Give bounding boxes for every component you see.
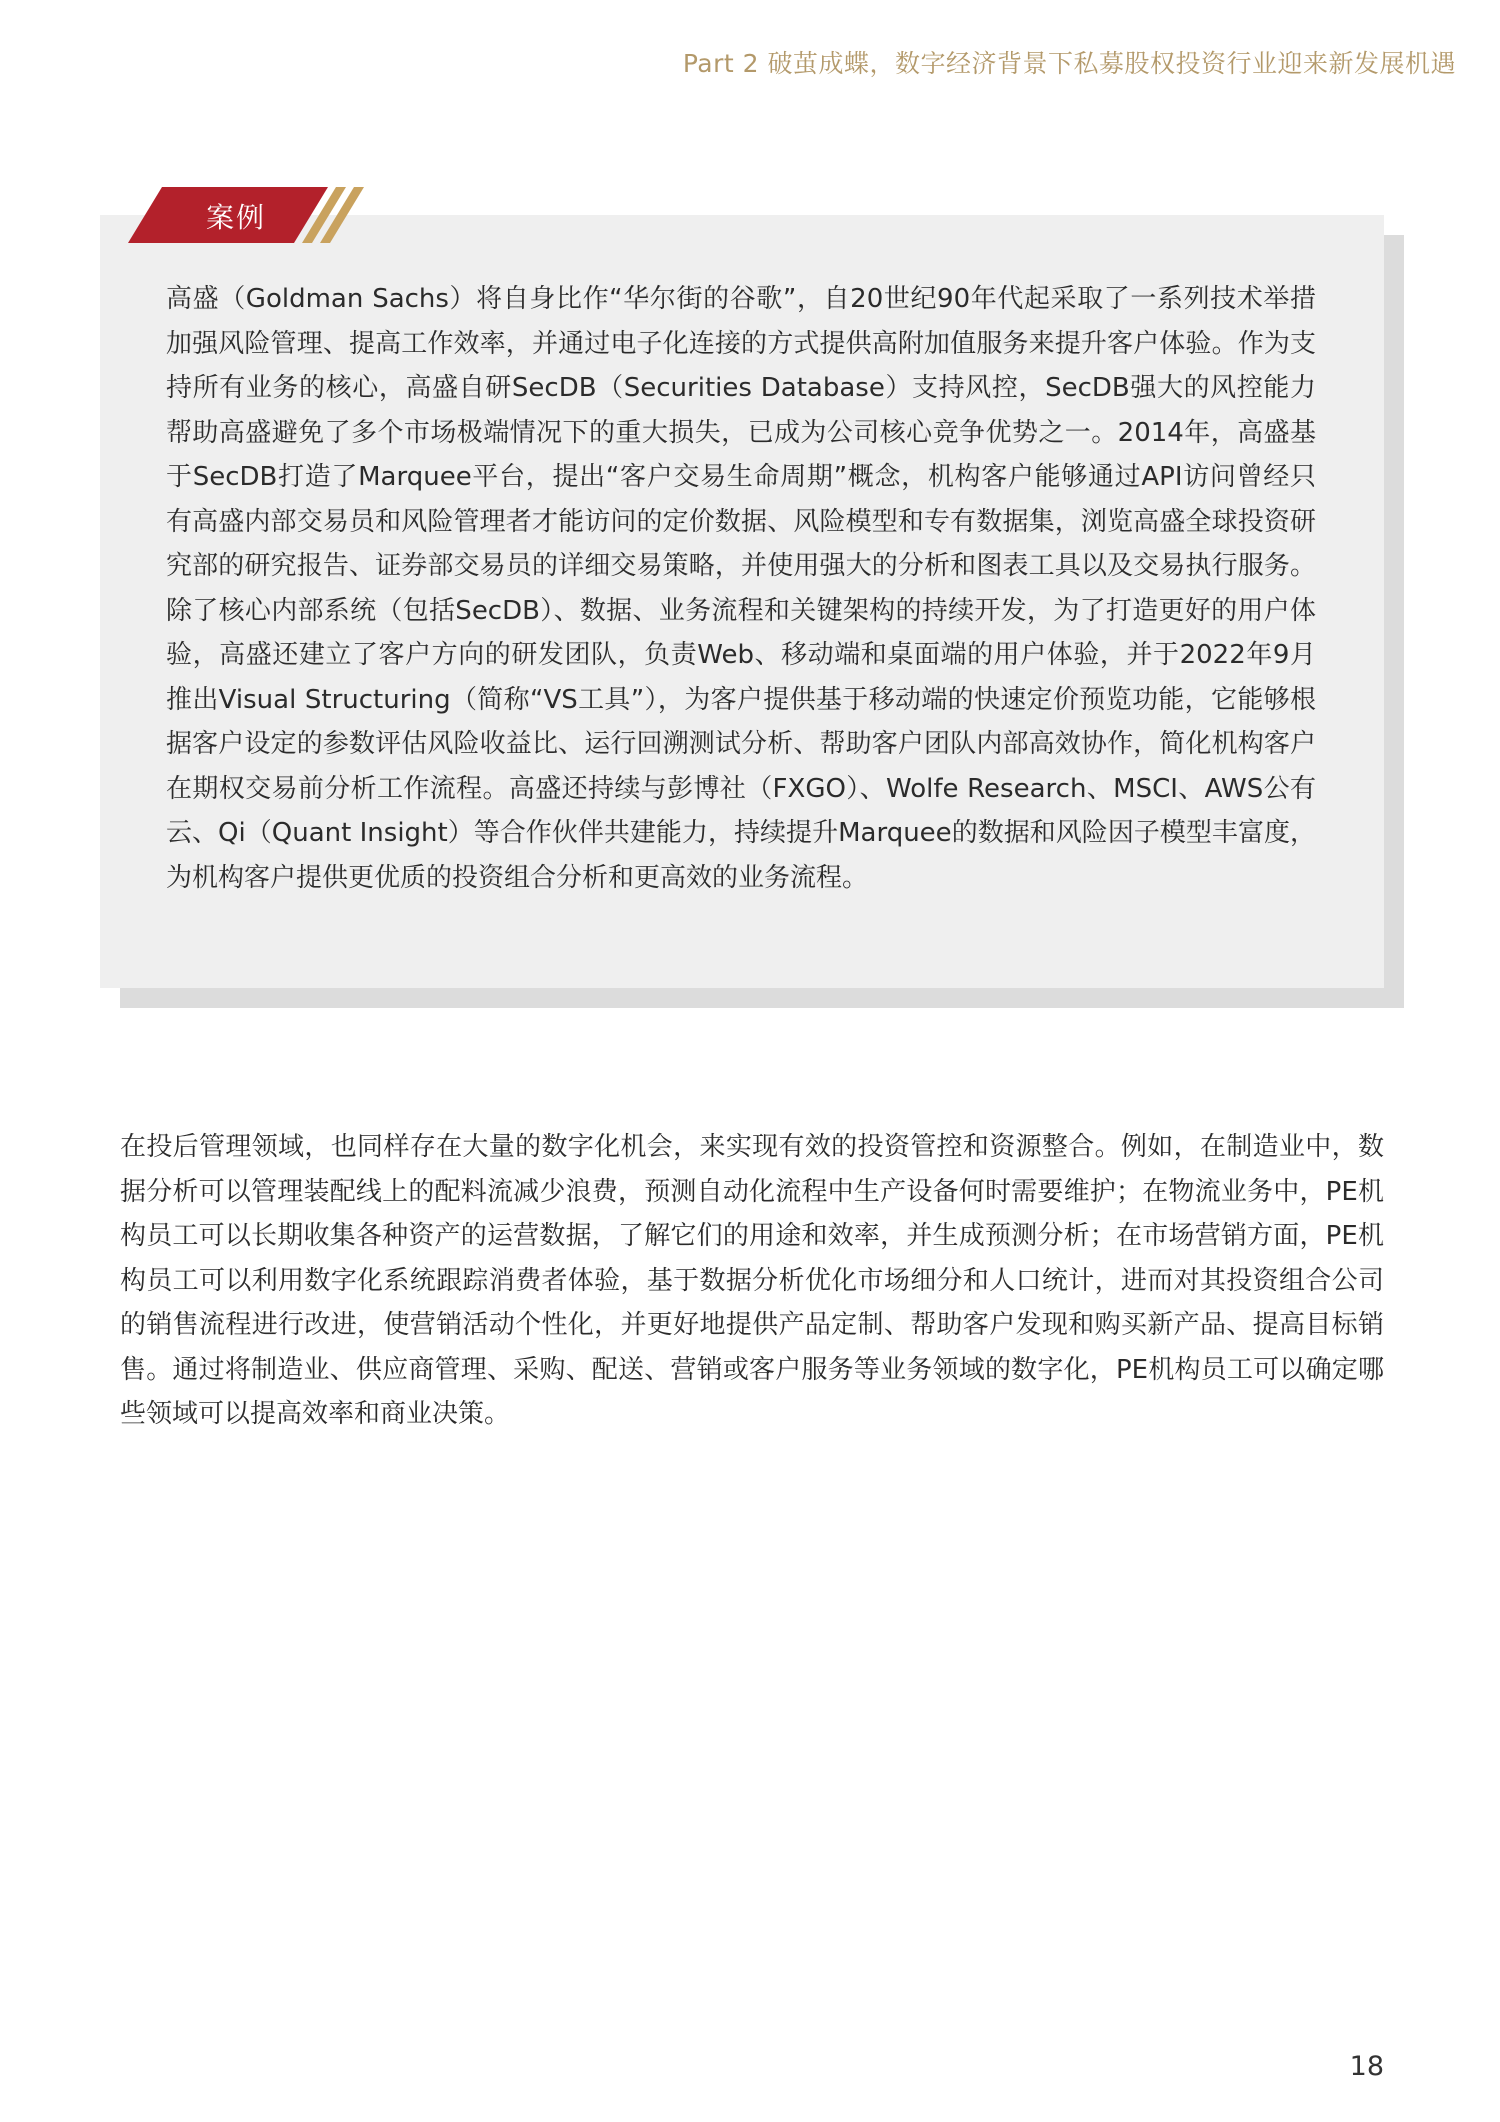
case-box-text: 高盛（Goldman Sachs）将自身比作“华尔街的谷歌”，自20世纪90年代起采取了一系列技术举措加强风险管理、提高工作效率，并通过电子化连接的方式提供高附加值服务来提升客户体验。作为支持所有业务的核心，高盛自研SecDB（Securities Database）支持风控，SecDB强大的风控能力帮助高盛避免了多个市场极端情况下的重大损失，已成为公司核心竞争优势之一。2014年，高盛基于SecDB打造了Marquee平台，提出“客户交易生命周期”概念，机构客户能够通过API访问曾经只有高盛内部交易员和风险管理者才能访问的定价数据、风险模型和专有数据集，浏览高盛全球投资研究部的研究报告、证券部交易员的详细交易策略，并使用强大的分析和图表工具以及交易执行服务。除了核心内部系统（包括SecDB）、数据、业务流程和关键架构的持续开发，为了打造更好的用户体验，高盛还建立了客户方向的研发团队，负责Web、移动端和桌面端的用户体验，并于2022年9月推出Visual Structuring（简称“VS工具”），为客户提供基于移动端的快速定价预览功能，它能够根据客户设定的参数评估风险收益比、运行回溯测试分析、帮助客户团队内部高效协作，简化机构客户在期权交易前分析工作流程。高盛还持续与彭博社（FXGO）、Wolfe Research、MSCI、AWS公有云、Qi（Quant Insight）等合作伙伴共建能力，持续提升Marquee的数据和风险因子模型丰富度，为机构客户提供更优质的投资组合分析和更高效的业务流程。 (166, 284, 1316, 893)
page-number: 18 (1349, 2051, 1384, 2082)
running-header: Part 2 破茧成蝶，数字经济背景下私募股权投资行业迎来新发展机遇 (682, 49, 1456, 78)
case-tab-label: 案例 (206, 201, 267, 234)
case-tab (128, 187, 368, 243)
body-paragraph: 在投后管理领域，也同样存在大量的数字化机会，来实现有效的投资管控和资源整合。例如，在制造业中，数据分析可以管理装配线上的配料流减少浪费，预测自动化流程中生产设备何时需要维护；在物流业务中，PE机构员工可以长期收集各种资产的运营数据，了解它们的用途和效率，并生成预测分析；在市场营销方面，PE机构员工可以利用数字化系统跟踪消费者体验，基于数据分析优化市场细分和人口统计，进而对其投资组合公司的销售流程进行改进，使营销活动个性化，并更好地提供产品定制、帮助客户发现和购买新产品、提高目标销售。通过将制造业、供应商管理、采购、配送、营销或客户服务等业务领域的数字化，PE机构员工可以确定哪些领域可以提高效率和商业决策。 (120, 1132, 1384, 1429)
